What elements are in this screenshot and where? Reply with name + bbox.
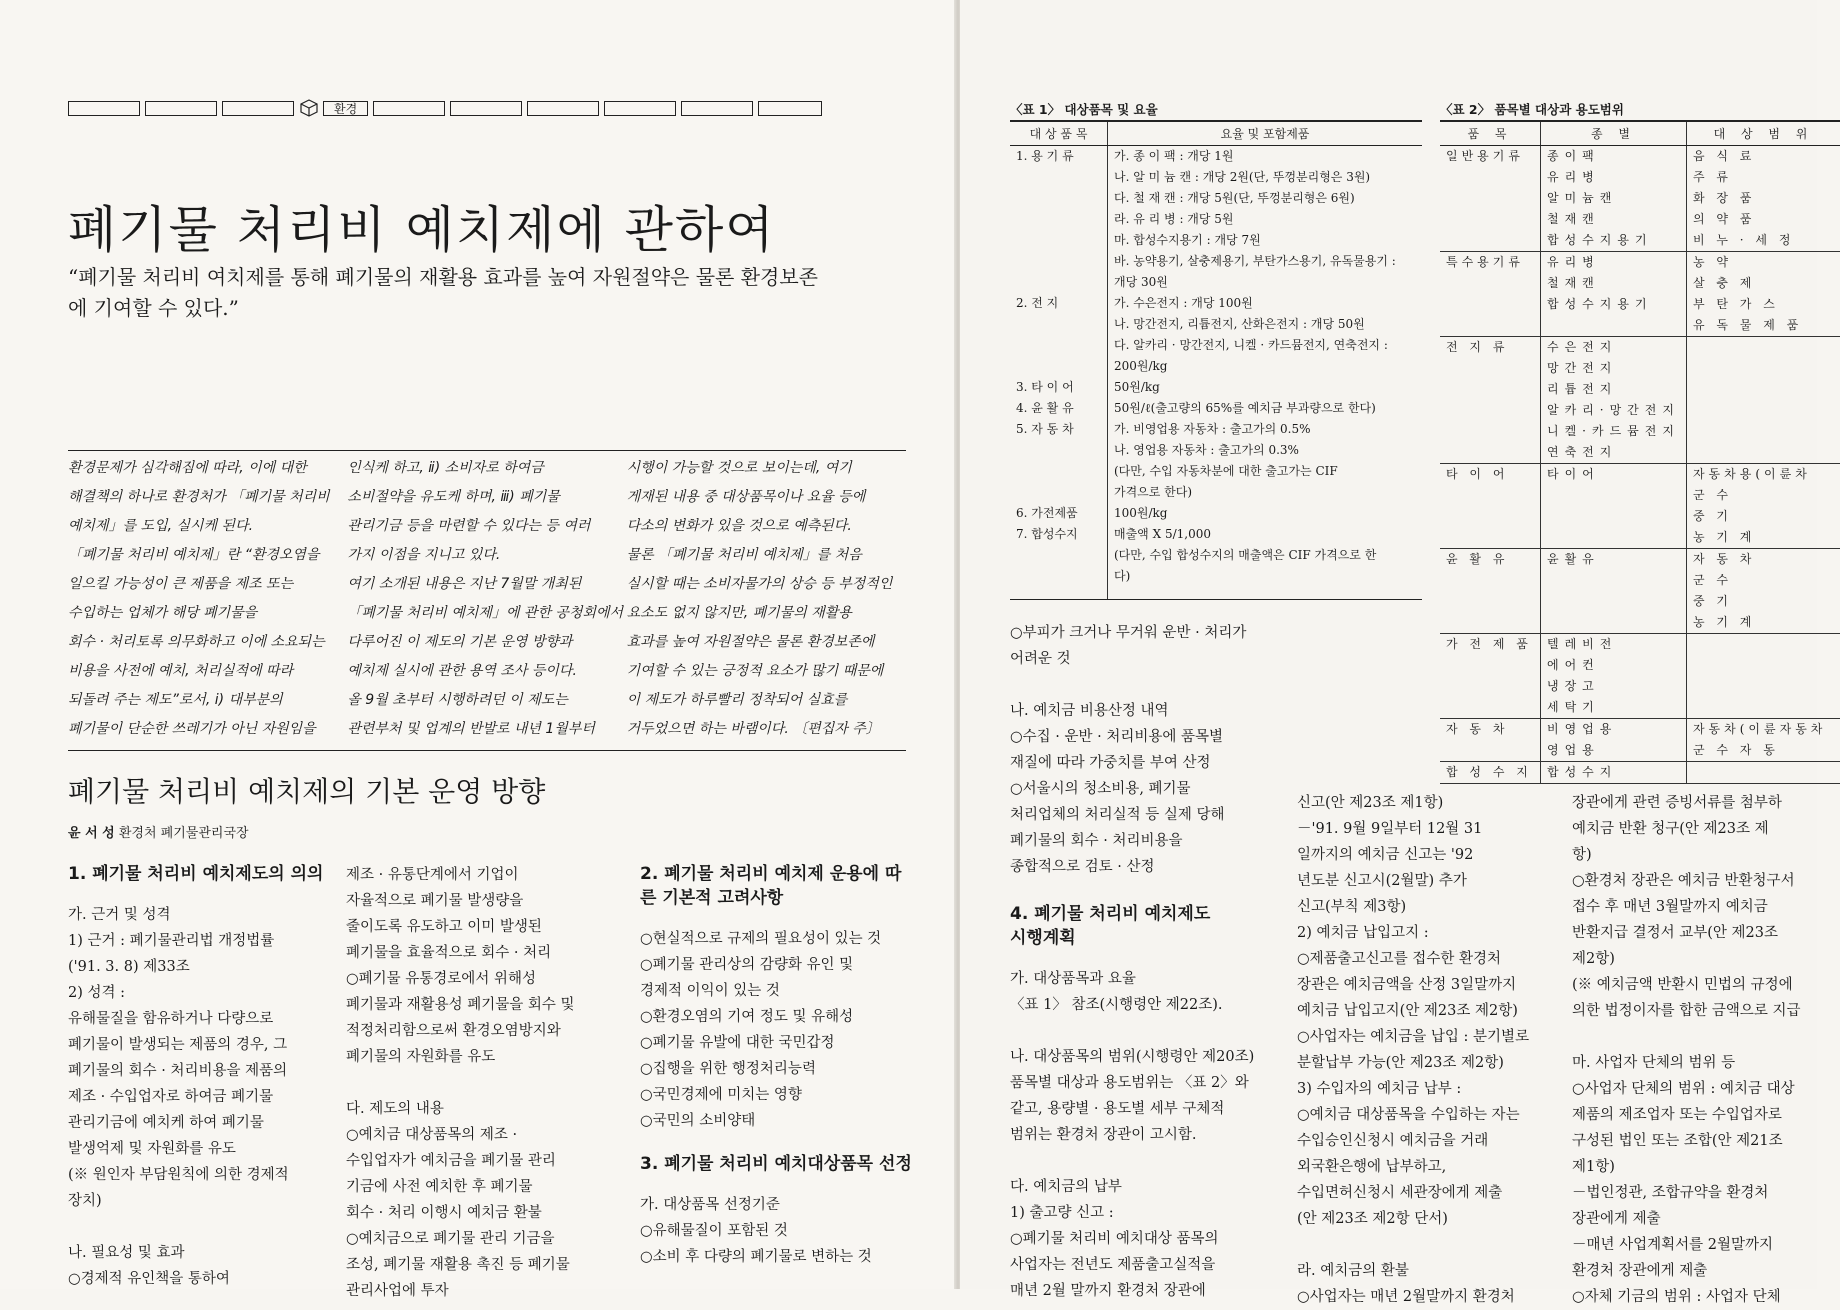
right-page xyxy=(960,0,1827,1305)
table-row xyxy=(1010,398,1422,419)
body-text-line: 같고, 용량별 · 용도별 세부 구체적 xyxy=(1010,1101,1225,1117)
table-cell-category: 1. 용 기 류 xyxy=(1010,146,1108,294)
body-text-line: 제품의 제조업자 또는 수입업자로 xyxy=(1572,1107,1782,1123)
body-text-line xyxy=(1010,1018,1310,1044)
table-cell-rate xyxy=(1108,377,1423,398)
body-text-line: 제2항) xyxy=(1572,951,1615,967)
body-text-line: ○사업자는 예치금을 납입 : 분기별로 xyxy=(1297,1029,1530,1045)
body-text-line: 적정처리함으로써 환경오염방지와 xyxy=(346,1023,561,1039)
body-text-line: 폐기물의 회수 · 처리비용을 제품의 xyxy=(68,1063,288,1079)
body-text-line: 처리업체의 처리실적 등 실제 당해 xyxy=(1010,807,1225,823)
editor-note-line: 예치제」를 도입, 실시케 된다. xyxy=(68,518,254,534)
body-text-line: 종합적으로 검토 · 산정 xyxy=(1010,859,1155,875)
table-cell-kind xyxy=(1541,762,1687,784)
body-text-line xyxy=(1572,1024,1817,1050)
table-1-header: 대 상 품 목 xyxy=(1010,121,1108,146)
body-text-line: 장관에게 제출 xyxy=(1572,1211,1661,1227)
body-text-line: 회수 · 처리 이행시 예치금 환불 xyxy=(346,1205,542,1221)
body-text-line: 자율적으로 폐기물 발생량을 xyxy=(346,893,524,909)
body-text-line: 가. 근거 및 성격 xyxy=(68,907,171,923)
body-text-line: 폐기물의 회수 · 처리비용을 xyxy=(1010,833,1183,849)
body-text-line: 나. 필요성 및 효과 xyxy=(68,1245,185,1261)
rate-line: (다만, 수입 합성수지의 매출액은 CIF 가격으로 한 xyxy=(1114,548,1377,562)
kind-line: 니켈·카드뮴전지 xyxy=(1547,424,1680,438)
editor-note-line: 「폐기물 처리비 예치제」란 “환경오염을 xyxy=(68,547,320,563)
body-text-line: ○폐기물 유발에 대한 국민갑정 xyxy=(640,1035,835,1051)
editor-note-line: 다소의 변화가 있을 것으로 예측된다. xyxy=(626,518,852,534)
body-text-line: 외국환은행에 납부하고, xyxy=(1297,1159,1447,1175)
article-subtitle: “폐기물 처리비 여치제를 통해 폐기물의 재활용 효과를 높여 자원절약은 물론 환경보존에 기여할 수 있다.” xyxy=(68,265,818,320)
body-column-1 xyxy=(68,862,338,1292)
body-text-line: 장치) xyxy=(68,1193,102,1209)
editor-note-line: 시행이 가능할 것으로 보이는데, 여기 xyxy=(626,460,852,476)
editor-note-line: 올 9월 초부터 시행하려던 이 제도는 xyxy=(347,692,568,708)
rate-line: 바. 농약용기, 살충제용기, 부탄가스용기, 유독물용기 : xyxy=(1114,254,1396,268)
body-text-line: 〈표 1〉 참조(시행령안 제22조). xyxy=(1010,997,1223,1013)
body-text-line: ○환경처 장관은 예치금 반환청구서 xyxy=(1572,873,1795,889)
editor-note-line: 관련부처 및 업계의 반발로 내년 1월부터 xyxy=(347,721,595,737)
table-cell-scope xyxy=(1686,719,1840,762)
body-text-line: 환경처 장관에게 제출 xyxy=(1572,1263,1708,1279)
body-text-line: ○부피가 크거나 무거워 운반 · 처리가 xyxy=(1010,625,1247,641)
header-box xyxy=(681,101,753,116)
body-column-2 xyxy=(346,862,616,1304)
body-text-line: 수입업자가 예치금을 폐기물 관리 xyxy=(346,1153,556,1169)
body-text-line: 신고(안 제23조 제1항) xyxy=(1297,795,1444,811)
author-name: 윤 서 성 xyxy=(68,826,115,841)
editor-note xyxy=(68,450,906,751)
table-cell-rate xyxy=(1108,419,1423,503)
scope-line: 비 누 · 세 정 xyxy=(1692,233,1795,247)
body-text-line: 관리기금에 예치케 하여 폐기물 xyxy=(68,1115,264,1131)
body-text-line: ○제품출고신고를 접수한 환경처 xyxy=(1297,951,1501,967)
heading-3: 3. 폐기물 처리비 예치대상품목 선정 xyxy=(640,1154,912,1174)
table-cell-rate xyxy=(1108,524,1423,600)
kind-line: 비영업용 xyxy=(1547,722,1618,736)
kind-line: 윤활유 xyxy=(1547,552,1600,566)
table-row xyxy=(1440,252,1840,337)
editor-note-line: 환경문제가 심각해짐에 따라, 이에 대한 xyxy=(68,460,307,476)
body-column-a xyxy=(1010,620,1310,1304)
table-cell-scope xyxy=(1686,337,1840,464)
rate-line: 매출액 X 5/1,000 xyxy=(1114,527,1211,541)
table-cell-kind xyxy=(1541,252,1687,337)
body-text-line: 년도분 신고시(2월말) 추가 xyxy=(1297,873,1467,889)
section-header-bar xyxy=(68,98,908,118)
scope-line: 중 기 xyxy=(1692,509,1732,523)
body-text-line: 조성, 폐기물 재활용 촉진 등 폐기물 xyxy=(346,1257,570,1273)
table-cell-item: 타 이 어 xyxy=(1440,464,1541,549)
body-text-line: 나. 예치금 비용산정 내역 xyxy=(1010,703,1169,719)
table-2-caption: 〈표 2〉 품목별 대상과 용도범위 xyxy=(1440,102,1624,117)
table-cell-rate xyxy=(1108,293,1423,377)
body-text-line: ○수집 · 운반 · 처리비용에 품목별 xyxy=(1010,729,1223,745)
table-cell-rate xyxy=(1108,503,1423,524)
heading-2: 2. 폐기물 처리비 예치제 운용에 따른 기본적 고려사항 xyxy=(640,864,902,908)
editor-note-line: 다루어진 이 제도의 기본 운영 방향과 xyxy=(347,634,573,650)
table-cell-kind xyxy=(1541,146,1687,252)
table-row xyxy=(1010,503,1422,524)
scope-line: 자 동 차 xyxy=(1692,552,1756,566)
table-row xyxy=(1440,464,1840,549)
body-text-line: 1) 출고량 신고 : xyxy=(1010,1205,1114,1221)
editor-note-line: 소비절약을 유도케 하며, ⅲ) 폐기물 xyxy=(347,489,560,505)
table-row xyxy=(1010,293,1422,377)
header-box xyxy=(450,101,522,116)
author-line xyxy=(68,822,249,841)
body-text-line: 폐기물과 재활용성 폐기물을 회수 및 xyxy=(346,997,575,1013)
body-text-line: 품목별 대상과 용도범위는 〈표 2〉와 xyxy=(1010,1075,1249,1091)
body-text-line: 장관은 예치금액을 산정 3일말까지 xyxy=(1297,977,1517,993)
body-text-line: 예치금 납입고지(안 제23조 제2항) xyxy=(1297,1003,1518,1019)
editor-note-line: 여기 소개된 내용은 지난 7월말 개최된 xyxy=(347,576,582,592)
body-text-line: 제1항) xyxy=(1572,1159,1615,1175)
scope-line: 부 탄 가 스 xyxy=(1692,297,1779,311)
kind-line: 리튬전지 xyxy=(1547,382,1618,396)
body-text-line: 경제적 이익이 있는 것 xyxy=(640,983,780,999)
body-text-line: 구성된 법인 또는 조합(안 제21조 xyxy=(1572,1133,1783,1149)
table-cell-scope xyxy=(1686,146,1840,252)
body-text-line: 제조 · 유통단계에서 기업이 xyxy=(346,867,519,883)
body-text-line: 1) 근거 : 폐기물관리법 개정법률 xyxy=(68,933,275,949)
body-text-line: ○국민의 소비양태 xyxy=(640,1113,756,1129)
body-text-line: ○예치금으로 폐기물 관리 기금을 xyxy=(346,1231,555,1247)
kind-line: 유리병 xyxy=(1547,255,1600,269)
table-cell-rate xyxy=(1108,398,1423,419)
scope-line: 주 류 xyxy=(1692,170,1732,184)
rate-line: 200원/kg xyxy=(1114,359,1168,373)
rate-line: 다. 알카리 · 망간전지, 니켈 · 카드뮴전지, 연축전지 : xyxy=(1114,338,1388,352)
body-text-line: 수입승인신청시 예치금을 거래 xyxy=(1297,1133,1489,1149)
kind-line: 영업용 xyxy=(1547,743,1600,757)
table-row xyxy=(1440,337,1840,464)
body-text-line: 가. 대상품목과 요율 xyxy=(1010,971,1136,987)
scope-line: 군 수 xyxy=(1692,573,1732,587)
scope-line: 의 약 품 xyxy=(1692,212,1756,226)
heading-4: 4. 폐기물 처리비 예치제도 시행계획 xyxy=(1010,904,1211,948)
table-cell-item: 윤 활 유 xyxy=(1440,549,1541,634)
editor-note-line: 일으킬 가능성이 큰 제품을 제조 또는 xyxy=(68,576,294,592)
body-text-line: ○국민경제에 미치는 영향 xyxy=(640,1087,802,1103)
table-cell-item: 자 동 차 xyxy=(1440,719,1541,762)
cube-icon xyxy=(299,99,319,117)
table-2-header: 품 목 xyxy=(1440,121,1541,146)
header-box xyxy=(527,101,599,116)
table-cell-item: 가 전 제 품 xyxy=(1440,634,1541,719)
body-text-line: 접수 후 매년 3월말까지 예치금 xyxy=(1572,899,1768,915)
rate-line: 가. 종 이 팩 : 개당 1원 xyxy=(1114,149,1234,163)
editor-note-line: 기여할 수 있는 긍정적 요소가 많기 때문에 xyxy=(626,663,884,679)
table-cell-scope xyxy=(1686,464,1840,549)
body-text-line: 어려운 것 xyxy=(1010,651,1071,667)
header-box xyxy=(145,101,217,116)
rate-line: 라. 유 리 병 : 개당 5원 xyxy=(1114,212,1234,226)
table-cell-scope xyxy=(1686,634,1840,719)
editor-note-line: 게재된 내용 중 대상품목이나 요율 등에 xyxy=(626,489,866,505)
body-text-line: 폐기물을 효율적으로 회수 · 처리 xyxy=(346,945,552,961)
scope-line: 유 독 물 제 품 xyxy=(1692,318,1803,332)
body-text-line: (안 제23조 제2항 단서) xyxy=(1297,1211,1448,1227)
body-text-line: 수입면허신청시 세관장에게 제출 xyxy=(1297,1185,1503,1201)
body-text-line: －법인정관, 조합규약을 환경처 xyxy=(1572,1185,1769,1201)
editor-note-column xyxy=(627,454,906,744)
body-text-line xyxy=(1010,1148,1310,1174)
body-text-line: ○집행을 위한 행정처리능력 xyxy=(640,1061,816,1077)
body-text-line: 반환지급 결정서 교부(안 제23조 xyxy=(1572,925,1779,941)
table-cell-item: 전 지 류 xyxy=(1440,337,1541,464)
scope-line: 자동차용(이륜차 xyxy=(1692,467,1811,481)
kind-line: 철재캔 xyxy=(1547,212,1600,226)
editor-note-column xyxy=(68,454,347,744)
kind-line: 망간전지 xyxy=(1547,361,1618,375)
body-text-line: ○경제적 유인책을 통하여 xyxy=(68,1271,230,1287)
scope-line: 살 충 제 xyxy=(1692,276,1756,290)
table-cell-scope xyxy=(1686,252,1840,337)
table-cell-category: 7. 합성수지 xyxy=(1010,524,1108,600)
table-cell-category: 3. 타 이 어 xyxy=(1010,377,1108,398)
body-text-line: 장관에게 관련 증빙서류를 첨부하 xyxy=(1572,795,1782,811)
table-cell-category: 2. 전 지 xyxy=(1010,293,1108,377)
header-box xyxy=(222,101,294,116)
editor-note-line: 물론 「폐기물 처리비 예치제」를 처음 xyxy=(626,547,862,563)
editor-note-line: 수입하는 업체가 해당 폐기물을 xyxy=(68,605,258,621)
table-row xyxy=(1440,146,1840,252)
rate-line: 50원/ℓ(출고량의 65%를 예치금 부과량으로 한다) xyxy=(1114,401,1376,415)
rate-line: 가. 비영업용 자동차 : 출고가의 0.5% xyxy=(1114,422,1311,436)
table-row xyxy=(1440,549,1840,634)
body-text-line: 관리사업에 투자 xyxy=(346,1283,449,1299)
kind-line: 알카리·망간전지 xyxy=(1547,403,1680,417)
kind-line: 유리병 xyxy=(1547,170,1600,184)
scope-line: 음 식 료 xyxy=(1692,149,1756,163)
editor-note-line: 비용을 사전에 예치, 처리실적에 따라 xyxy=(68,663,294,679)
body-text-line xyxy=(346,1070,616,1096)
body-column-b xyxy=(1297,790,1547,1310)
body-text-line: 분할납부 가능(안 제23조 제2항) xyxy=(1297,1055,1504,1071)
editor-note-line: 회수 · 처리토록 의무화하고 이에 소요되는 xyxy=(68,634,325,650)
editor-note-line: 폐기물이 단순한 쓰레기가 아닌 자원임을 xyxy=(68,721,316,737)
editor-note-line: 인식케 하고, ⅱ) 소비자로 하여금 xyxy=(347,460,544,476)
table-cell-category: 5. 자 동 차 xyxy=(1010,419,1108,503)
section-title: 폐기물 처리비 예치제의 기본 운영 방향 xyxy=(68,775,546,808)
table-row xyxy=(1440,634,1840,719)
body-text-line: 일까지의 예치금 신고는 '92 xyxy=(1297,847,1474,863)
rate-line: 가격으로 한다) xyxy=(1114,485,1193,499)
body-text-line: ○소비 후 다량의 폐기물로 변하는 것 xyxy=(640,1249,872,1265)
body-text-line: 발생억제 및 자원화를 유도 xyxy=(68,1141,236,1157)
body-text-line: (※ 예치금액 반환시 민법의 규정에 xyxy=(1572,977,1793,993)
body-text-line: 라. 예치금의 환불 xyxy=(1297,1263,1409,1279)
kind-line: 수은전지 xyxy=(1547,340,1618,354)
scope-line: 농 약 xyxy=(1692,255,1732,269)
body-text-line: ○폐기물 처리비 예치대상 품목의 xyxy=(1010,1231,1219,1247)
rate-line: 개당 30원 xyxy=(1114,275,1168,289)
table-cell-item: 합 성 수 지 xyxy=(1440,762,1541,784)
body-text-line: 유해물질을 함유하거나 다량으로 xyxy=(68,1011,274,1027)
body-text-line: ○유해물질이 포함된 것 xyxy=(640,1223,788,1239)
rate-line: 나. 망간전지, 리튬전지, 산화은전지 : 개당 50원 xyxy=(1114,317,1365,331)
table-cell-category: 4. 윤 활 유 xyxy=(1010,398,1108,419)
body-text-line: 매년 2월 말까지 환경처 장관에 xyxy=(1010,1283,1206,1299)
rate-line: 나. 알 미 늄 캔 : 개당 2원(단, 뚜껑분리형은 3원) xyxy=(1114,170,1371,184)
kind-line: 에어컨 xyxy=(1547,658,1600,672)
kind-line: 타이어 xyxy=(1547,467,1600,481)
editor-note-line: 「폐기물 처리비 예치제」에 관한 공청회에서 xyxy=(347,605,624,621)
rate-line: 100원/kg xyxy=(1114,506,1168,520)
table-row xyxy=(1440,762,1840,784)
author-role: 환경처 폐기물관리국장 xyxy=(118,826,249,841)
body-text-line: ○서울시의 청소비용, 폐기물 xyxy=(1010,781,1191,797)
table-cell-category: 6. 가전제품 xyxy=(1010,503,1108,524)
editor-note-line: 거두었으면 하는 바램이다. 〔편집자 주〕 xyxy=(626,721,880,737)
kind-line: 세탁기 xyxy=(1547,700,1600,714)
table-1 xyxy=(1010,120,1422,600)
editor-note-line: 실시할 때는 소비자물가의 상승 등 부정적인 xyxy=(626,576,893,592)
table-cell-kind xyxy=(1541,634,1687,719)
table-cell-rate xyxy=(1108,146,1423,294)
scope-line: 중 기 xyxy=(1692,594,1732,608)
editor-note-line: 해결책의 하나로 환경처가 「폐기물 처리비 xyxy=(68,489,330,505)
table-cell-scope xyxy=(1686,762,1840,784)
rate-line: 마. 합성수지용기 : 개당 7원 xyxy=(1114,233,1261,247)
body-text-line: 줄이도록 유도하고 이미 발생된 xyxy=(346,919,542,935)
kind-line: 합성수지용기 xyxy=(1547,297,1653,311)
body-text-line: 재질에 따라 가중치를 부여 산정 xyxy=(1010,755,1211,771)
table-cell-item: 일반용기류 xyxy=(1440,146,1541,252)
editor-note-line: 이 제도가 하루빨리 정착되어 실효를 xyxy=(626,692,848,708)
body-text-line: ○현실적으로 규제의 필요성이 있는 것 xyxy=(640,931,882,947)
body-text-line: 가. 대상품목 선정기준 xyxy=(640,1197,780,1213)
rate-line: 다) xyxy=(1114,569,1131,583)
body-text-line xyxy=(68,1214,338,1240)
body-text-line: ○예치금 대상품목을 수입하는 자는 xyxy=(1297,1107,1520,1123)
body-text-line: ○예치금 대상품목의 제조 · xyxy=(346,1127,518,1143)
kind-line: 알미늄캔 xyxy=(1547,191,1618,205)
body-text-line: 나. 대상품목의 범위(시행령안 제20조) xyxy=(1010,1049,1255,1065)
kind-line: 텔레비전 xyxy=(1547,637,1618,651)
body-text-line: ○자체 기금의 범위 : 사업자 단체 xyxy=(1572,1289,1781,1305)
table-cell-kind xyxy=(1541,549,1687,634)
rate-line: 다. 철 재 캔 : 개당 5원(단, 뚜껑분리형은 6원) xyxy=(1114,191,1355,205)
article-title: 폐기물 처리비 예치제에 관하여 xyxy=(68,201,776,259)
editor-note-line: 효과를 높여 자원절약은 물론 환경보존에 xyxy=(626,634,875,650)
kind-line: 합성수지용기 xyxy=(1547,233,1653,247)
editor-note-column xyxy=(347,454,626,744)
body-text-line: 3) 수입자의 예치금 납부 : xyxy=(1297,1081,1462,1097)
body-text-line: 2) 예치금 납입고지 : xyxy=(1297,925,1429,941)
kind-line: 종이팩 xyxy=(1547,149,1600,163)
scope-line: 자동차(이륜자동차 xyxy=(1692,722,1827,736)
table-1-caption: 〈표 1〉 대상품목 및 요율 xyxy=(1010,102,1158,117)
rate-line: 나. 영업용 자동차 : 출고가의 0.3% xyxy=(1114,443,1299,457)
table-cell-kind xyxy=(1541,337,1687,464)
table-cell-kind xyxy=(1541,464,1687,549)
section-label: 환경 xyxy=(323,101,368,116)
body-text-line: 신고(부칙 제3항) xyxy=(1297,899,1407,915)
body-text-line: －매년 사업계획서를 2월말까지 xyxy=(1572,1237,1774,1253)
kind-line: 철재캔 xyxy=(1547,276,1600,290)
editor-note-line: 예치제 실시에 관한 용역 조사 등이다. xyxy=(347,663,577,679)
table-row xyxy=(1010,419,1422,503)
header-box xyxy=(604,101,676,116)
body-text-line: ○환경오염의 기여 정도 및 유해성 xyxy=(640,1009,854,1025)
table-row xyxy=(1010,146,1422,294)
body-text-line xyxy=(1297,1232,1547,1258)
body-column-c xyxy=(1572,790,1817,1310)
scope-line: 농 기 계 xyxy=(1692,615,1756,629)
editor-note-line: 요소도 없지 않지만, 폐기물의 재활용 xyxy=(626,605,852,621)
rate-line: 가. 수은전지 : 개당 100원 xyxy=(1114,296,1253,310)
table-2 xyxy=(1440,120,1840,784)
scope-line: 군 수 자 동 xyxy=(1692,743,1779,757)
header-box xyxy=(68,101,140,116)
body-text-line: 다. 예치금의 납부 xyxy=(1010,1179,1122,1195)
body-text-line: (※ 원인자 부담원칙에 의한 경제적 xyxy=(68,1167,289,1183)
header-box xyxy=(373,101,445,116)
heading-1: 1. 폐기물 처리비 예치제도의 의의 xyxy=(68,864,324,884)
table-cell-item: 특수용기류 xyxy=(1440,252,1541,337)
table-row xyxy=(1010,524,1422,600)
table-cell-scope xyxy=(1686,549,1840,634)
body-text-line: ○사업자는 매년 2월말까지 환경처 xyxy=(1297,1289,1515,1305)
body-text-line xyxy=(1010,672,1310,698)
body-text-line: ○폐기물 관리상의 감량화 유인 및 xyxy=(640,957,854,973)
table-2-header: 종 별 xyxy=(1541,121,1687,146)
kind-line: 합성수지 xyxy=(1547,765,1618,779)
table-row xyxy=(1010,377,1422,398)
body-text-line: 항) xyxy=(1572,847,1592,863)
body-text-line: 2) 성격 : xyxy=(68,985,125,1001)
body-text-line: 기금에 사전 예치한 후 폐기물 xyxy=(346,1179,533,1195)
body-column-3 xyxy=(640,862,940,1270)
table-row xyxy=(1440,719,1840,762)
body-text-line: ○사업자 단체의 범위 : 예치금 대상 xyxy=(1572,1081,1795,1097)
body-text-line: ○폐기물 유통경로에서 위해성 xyxy=(346,971,536,987)
kind-line: 연축전지 xyxy=(1547,445,1618,459)
body-text-line: 범위는 환경처 장관이 고시함. xyxy=(1010,1127,1197,1143)
table-2-header: 대 상 범 위 xyxy=(1686,121,1840,146)
editor-note-line: 되돌려 주는 제도”로서, ⅰ) 대부분의 xyxy=(68,692,283,708)
scope-line: 군 수 xyxy=(1692,488,1732,502)
kind-line: 냉장고 xyxy=(1547,679,1600,693)
editor-note-line: 가지 이점을 지니고 있다. xyxy=(347,547,501,563)
body-text-line: －'91. 9월 9일부터 12월 31 xyxy=(1297,821,1483,837)
body-text-line: 의한 법정이자를 합한 금액으로 지급 xyxy=(1572,1003,1801,1019)
body-text-line: 제조 · 수입업자로 하여금 폐기물 xyxy=(68,1089,274,1105)
header-box xyxy=(758,101,822,116)
editor-note-line: 관리기금 등을 마련할 수 있다는 등 여러 xyxy=(347,518,591,534)
table-1-header: 요율 및 포함제품 xyxy=(1108,121,1423,146)
body-text-line: 다. 제도의 내용 xyxy=(346,1101,444,1117)
body-text-line: 예치금 반환 청구(안 제23조 제 xyxy=(1572,821,1769,837)
body-text-line: 사업자는 전년도 제품출고실적을 xyxy=(1010,1257,1216,1273)
body-text-line: 폐기물의 자원화를 유도 xyxy=(346,1049,496,1065)
table-cell-kind xyxy=(1541,719,1687,762)
rate-line: 50원/kg xyxy=(1114,380,1160,394)
body-text-line: ('91. 3. 8) 제33조 xyxy=(68,959,190,975)
scope-line: 화 장 품 xyxy=(1692,191,1756,205)
body-text-line: 폐기물이 발생되는 제품의 경우, 그 xyxy=(68,1037,288,1053)
scope-line: 농 기 계 xyxy=(1692,530,1756,544)
rate-line: (다만, 수입 자동차분에 대한 출고가는 CIF xyxy=(1114,464,1338,478)
body-text-line: 마. 사업자 단체의 범위 등 xyxy=(1572,1055,1736,1071)
